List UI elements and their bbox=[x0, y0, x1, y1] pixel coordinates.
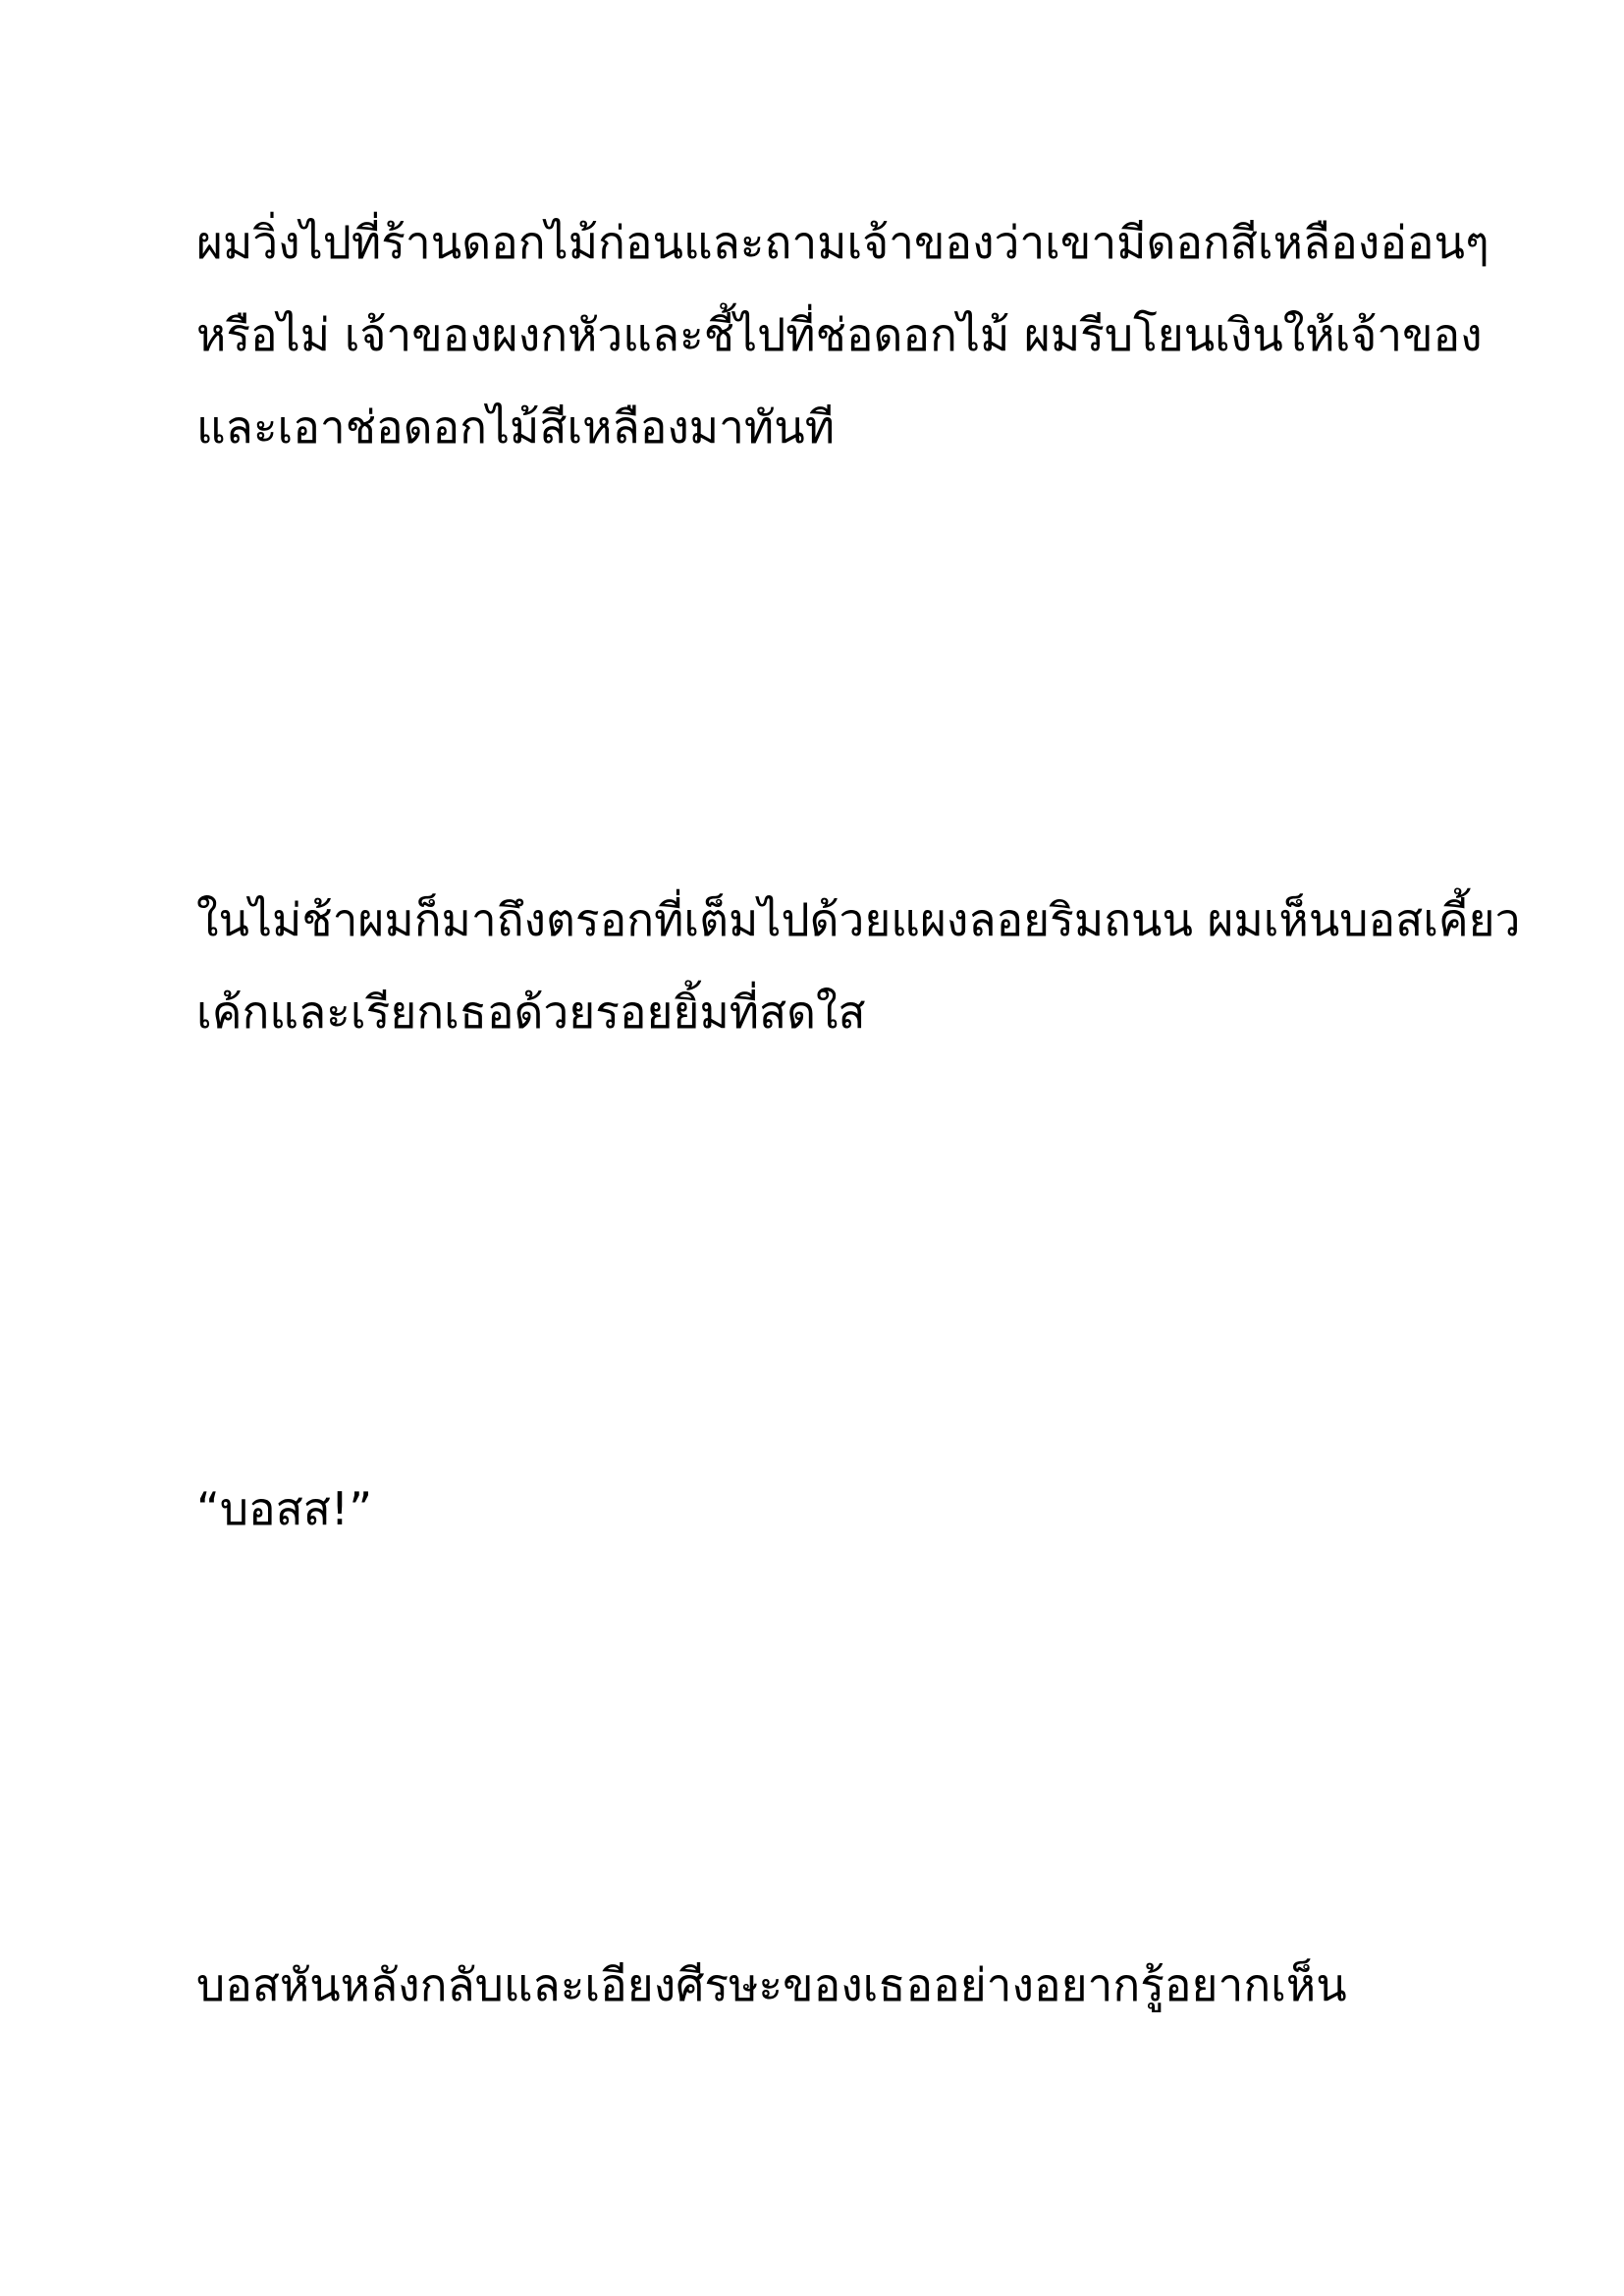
text-line: และเอาช่อดอกไม้สีเหลืองมาทันที bbox=[196, 400, 836, 454]
text-line: ในไม่ช้าผมก็มาถึงตรอกที่เต็มไปด้วยแผงลอยริมถนน ผมเห็นบอสเคี้ยว bbox=[196, 893, 1521, 946]
paragraph-dialogue bbox=[196, 1463, 372, 1555]
paragraph-alley bbox=[196, 874, 1520, 1058]
text-line: บอสหันหลังกลับและเอียงศีรษะของเธออย่างอยากรู้อยากเห็น bbox=[196, 1958, 1347, 2011]
text-line: หรือไม่ เจ้าของผงกหัวและชี้ไปที่ช่อดอกไม้ ผมรีบโยนเงินให้เจ้าของ bbox=[196, 308, 1483, 361]
text-line: “บอสส!” bbox=[196, 1482, 373, 1535]
text-line: เค้กและเรียกเธอด้วยรอยยิ้มที่สดใส bbox=[196, 986, 866, 1039]
paragraph-flower-shop bbox=[196, 196, 1489, 473]
text-line: ผมวิ่งไปที่ร้านดอกไม้ก่อนและถามเจ้าของว่าเขามีดอกสีเหลืองอ่อนๆ bbox=[196, 216, 1489, 269]
paragraph-boss-turns bbox=[196, 1939, 1347, 2031]
